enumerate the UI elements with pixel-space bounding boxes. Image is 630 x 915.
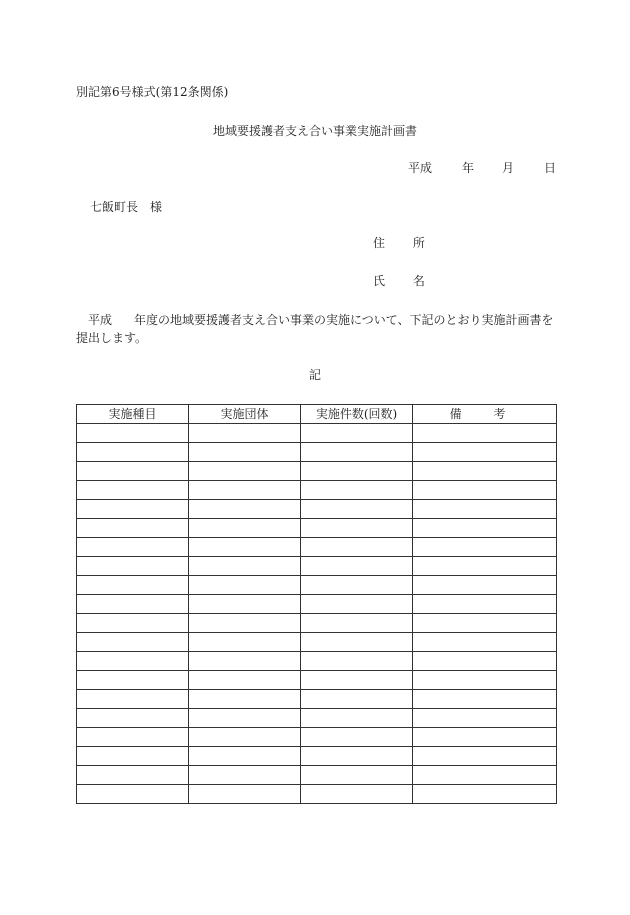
cell-remarks[interactable]	[413, 747, 557, 766]
cell-remarks[interactable]	[413, 576, 557, 595]
table-body	[77, 424, 557, 804]
cell-activity-type[interactable]	[77, 595, 189, 614]
cell-remarks[interactable]	[413, 671, 557, 690]
cell-count[interactable]	[301, 633, 413, 652]
cell-organization[interactable]	[189, 785, 301, 804]
cell-remarks[interactable]	[413, 728, 557, 747]
cell-organization[interactable]	[189, 481, 301, 500]
cell-organization[interactable]	[189, 652, 301, 671]
cell-remarks[interactable]	[413, 614, 557, 633]
table-row	[77, 614, 557, 633]
cell-remarks[interactable]	[413, 519, 557, 538]
cell-organization[interactable]	[189, 538, 301, 557]
table-row	[77, 633, 557, 652]
address-label: 住 所	[373, 236, 437, 250]
cell-organization[interactable]	[189, 500, 301, 519]
cell-activity-type[interactable]	[77, 671, 189, 690]
cell-remarks[interactable]	[413, 785, 557, 804]
cell-activity-type[interactable]	[77, 747, 189, 766]
cell-activity-type[interactable]	[77, 443, 189, 462]
header-remarks: 備 考	[413, 405, 557, 424]
cell-organization[interactable]	[189, 443, 301, 462]
cell-remarks[interactable]	[413, 462, 557, 481]
cell-activity-type[interactable]	[77, 576, 189, 595]
cell-remarks[interactable]	[413, 500, 557, 519]
cell-count[interactable]	[301, 595, 413, 614]
cell-activity-type[interactable]	[77, 785, 189, 804]
table-row	[77, 595, 557, 614]
header-count: 実施件数(回数)	[301, 405, 413, 424]
addressee	[90, 199, 162, 215]
date-month: 月	[502, 161, 515, 175]
table-row	[77, 709, 557, 728]
cell-remarks[interactable]	[413, 538, 557, 557]
table-row	[77, 728, 557, 747]
body-text: 年度の地域要援護者支え合い事業の実施について、下記のとおり実施計画書を提出します。	[76, 313, 554, 345]
cell-count[interactable]	[301, 614, 413, 633]
table-row	[77, 481, 557, 500]
cell-count[interactable]	[301, 576, 413, 595]
document-title: 地域要援護者支え合い事業実施計画書	[212, 124, 417, 138]
cell-activity-type[interactable]	[77, 690, 189, 709]
cell-organization[interactable]	[189, 557, 301, 576]
cell-organization[interactable]	[189, 728, 301, 747]
addressee-honorific: 様	[150, 200, 163, 214]
body-paragraph	[76, 311, 558, 347]
cell-count[interactable]	[301, 690, 413, 709]
cell-activity-type[interactable]	[77, 709, 189, 728]
date-era: 平成	[408, 161, 433, 175]
cell-activity-type[interactable]	[77, 728, 189, 747]
date-line	[408, 160, 556, 176]
plan-table	[76, 404, 557, 804]
cell-count[interactable]	[301, 557, 413, 576]
cell-remarks[interactable]	[413, 766, 557, 785]
cell-activity-type[interactable]	[77, 557, 189, 576]
table-row	[77, 652, 557, 671]
header-organization: 実施団体	[189, 405, 301, 424]
table-row	[77, 690, 557, 709]
table-row	[77, 538, 557, 557]
cell-activity-type[interactable]	[77, 538, 189, 557]
cell-remarks[interactable]	[413, 690, 557, 709]
cell-activity-type[interactable]	[77, 766, 189, 785]
cell-remarks[interactable]	[413, 652, 557, 671]
form-number: 別記第6号様式(第12条関係)	[76, 85, 229, 99]
table-row	[77, 747, 557, 766]
table-header-row	[77, 405, 557, 424]
cell-count[interactable]	[301, 652, 413, 671]
cell-activity-type[interactable]	[77, 481, 189, 500]
addressee-name: 七飯町長	[90, 200, 139, 214]
cell-count[interactable]	[301, 462, 413, 481]
table-row	[77, 443, 557, 462]
cell-organization[interactable]	[189, 576, 301, 595]
cell-activity-type[interactable]	[77, 519, 189, 538]
cell-count[interactable]	[301, 519, 413, 538]
cell-count[interactable]	[301, 500, 413, 519]
cell-remarks[interactable]	[413, 709, 557, 728]
cell-count[interactable]	[301, 481, 413, 500]
cell-remarks[interactable]	[413, 443, 557, 462]
table-row	[77, 500, 557, 519]
cell-count[interactable]	[301, 785, 413, 804]
cell-count[interactable]	[301, 728, 413, 747]
table-row	[77, 766, 557, 785]
cell-activity-type[interactable]	[77, 652, 189, 671]
cell-organization[interactable]	[189, 671, 301, 690]
date-day: 日	[544, 161, 557, 175]
name-label: 氏 名	[373, 274, 437, 288]
cell-organization[interactable]	[189, 519, 301, 538]
cell-remarks[interactable]	[413, 595, 557, 614]
ki-heading: 記	[308, 368, 321, 382]
cell-organization[interactable]	[189, 633, 301, 652]
cell-organization[interactable]	[189, 747, 301, 766]
table-row	[77, 785, 557, 804]
table-row	[77, 557, 557, 576]
cell-activity-type[interactable]	[77, 424, 189, 443]
cell-activity-type[interactable]	[77, 500, 189, 519]
cell-remarks[interactable]	[413, 633, 557, 652]
cell-count[interactable]	[301, 747, 413, 766]
cell-activity-type[interactable]	[77, 462, 189, 481]
cell-organization[interactable]	[189, 424, 301, 443]
cell-organization[interactable]	[189, 595, 301, 614]
table-row	[77, 424, 557, 443]
cell-remarks[interactable]	[413, 481, 557, 500]
cell-organization[interactable]	[189, 614, 301, 633]
cell-organization[interactable]	[189, 709, 301, 728]
date-year: 年	[462, 161, 475, 175]
table-row	[77, 671, 557, 690]
cell-remarks[interactable]	[413, 557, 557, 576]
cell-remarks[interactable]	[413, 424, 557, 443]
cell-organization[interactable]	[189, 462, 301, 481]
cell-count[interactable]	[301, 766, 413, 785]
cell-count[interactable]	[301, 443, 413, 462]
table-row	[77, 576, 557, 595]
cell-organization[interactable]	[189, 690, 301, 709]
table-row	[77, 462, 557, 481]
cell-activity-type[interactable]	[77, 614, 189, 633]
cell-activity-type[interactable]	[77, 633, 189, 652]
cell-organization[interactable]	[189, 766, 301, 785]
table-row	[77, 519, 557, 538]
cell-count[interactable]	[301, 671, 413, 690]
cell-count[interactable]	[301, 538, 413, 557]
cell-count[interactable]	[301, 709, 413, 728]
header-activity-type: 実施種目	[77, 405, 189, 424]
cell-count[interactable]	[301, 424, 413, 443]
body-era: 平成	[88, 313, 113, 327]
